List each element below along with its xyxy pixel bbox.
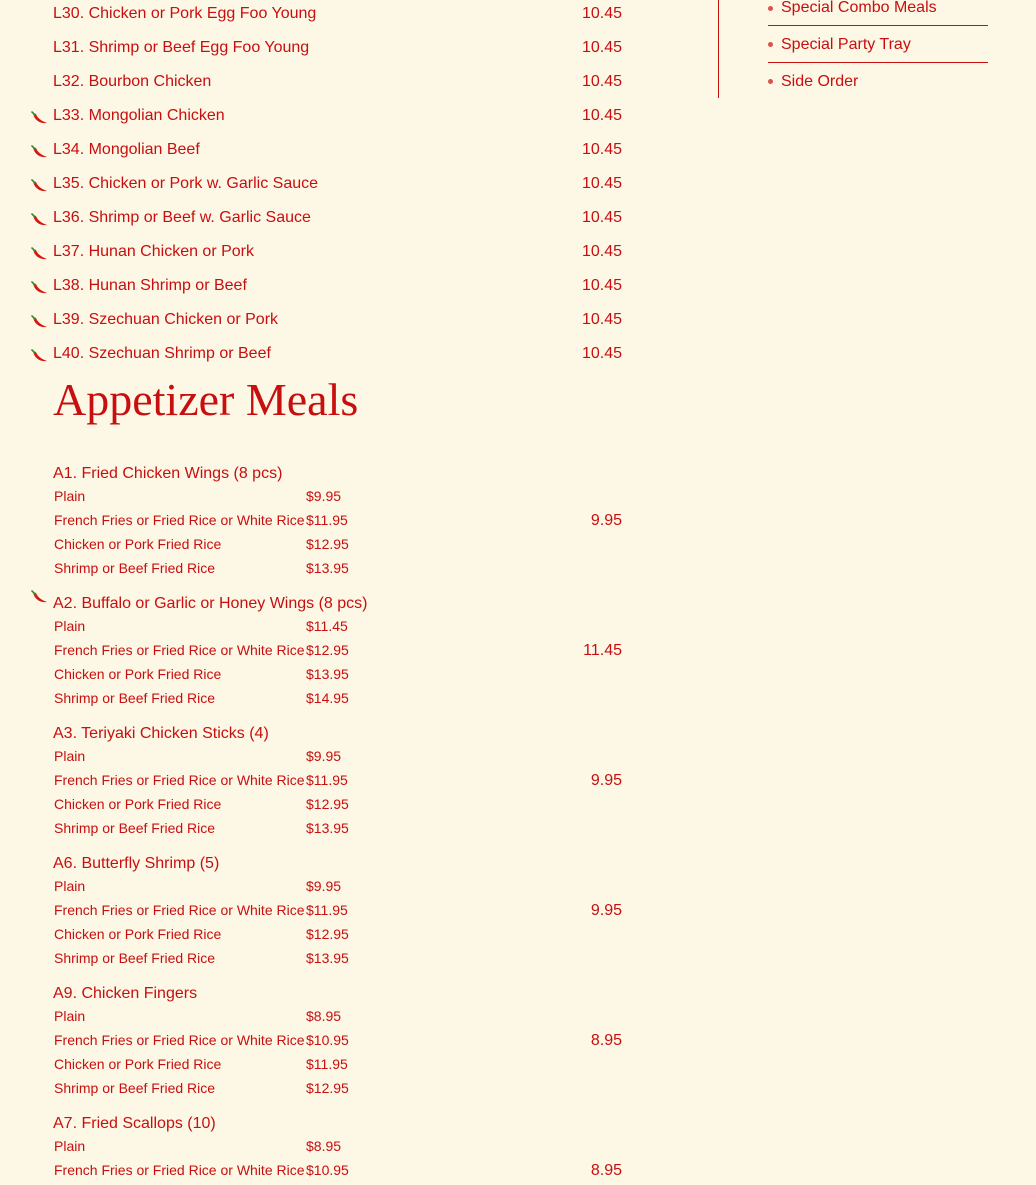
appetizer-item-name[interactable]: A3. Teriyaki Chicken Sticks (4) [53, 725, 269, 742]
menu-item[interactable] [0, 238, 640, 272]
option-label: French Fries or Fried Rice or White Rice [54, 772, 305, 788]
menu-item-name[interactable]: L32. Bourbon Chicken [53, 73, 212, 90]
option-row [54, 877, 384, 901]
menu-item-price: 10.45 [581, 5, 622, 22]
option-label: Plain [54, 618, 86, 634]
option-table [54, 617, 384, 713]
bullet-icon [768, 42, 773, 47]
menu-item-price: 10.45 [581, 277, 622, 294]
option-price: $12.95 [306, 1080, 349, 1096]
option-price: $13.95 [306, 820, 349, 836]
menu-item[interactable] [0, 306, 640, 340]
option-price: $10.95 [306, 1162, 349, 1178]
option-row [54, 747, 384, 771]
option-label: Chicken or Pork Fried Rice [54, 926, 222, 942]
option-row [54, 1007, 384, 1031]
menu-item-name[interactable]: L36. Shrimp or Beef w. Garlic Sauce [53, 209, 311, 226]
option-row [54, 689, 384, 713]
option-price: $11.95 [306, 1056, 348, 1072]
menu-item-name[interactable]: L31. Shrimp or Beef Egg Foo Young [53, 39, 310, 56]
appetizer-item-name[interactable]: A1. Fried Chicken Wings (8 pcs) [53, 465, 283, 482]
menu-item[interactable] [0, 68, 640, 102]
option-label: Shrimp or Beef Fried Rice [54, 820, 216, 836]
sidebar-item-special-combo-meals[interactable] [768, 0, 988, 26]
option-price: $8.95 [306, 1138, 342, 1154]
appetizer-item[interactable] [0, 723, 640, 853]
option-row [54, 925, 384, 949]
menu-item[interactable] [0, 170, 640, 204]
chili-pepper-icon [31, 142, 48, 157]
appetizer-item[interactable] [0, 1113, 640, 1179]
option-label: Plain [54, 1138, 86, 1154]
menu-item-price: 10.45 [581, 39, 622, 56]
menu-item-name[interactable]: L33. Mongolian Chicken [53, 107, 225, 124]
sidebar-item-label[interactable]: Special Party Tray [781, 36, 911, 53]
option-price: $9.95 [306, 748, 342, 764]
option-price: $11.95 [306, 902, 348, 918]
option-label: French Fries or Fried Rice or White Rice [54, 642, 305, 658]
menu-item[interactable] [0, 340, 640, 374]
appetizer-item[interactable] [0, 463, 640, 593]
option-table [54, 1007, 384, 1103]
menu-item-name[interactable]: L38. Hunan Shrimp or Beef [53, 277, 247, 294]
option-label: Plain [54, 1008, 86, 1024]
option-price: $13.95 [306, 666, 349, 682]
menu-item-price: 10.45 [581, 107, 622, 124]
menu-item[interactable] [0, 136, 640, 170]
chili-pepper-icon [31, 108, 48, 123]
option-price: $13.95 [306, 950, 349, 966]
menu-item-name[interactable]: L40. Szechuan Shrimp or Beef [53, 345, 271, 362]
appetizer-item[interactable] [0, 853, 640, 983]
option-row [54, 819, 384, 843]
option-row [54, 771, 384, 795]
appetizer-item-price: 8.95 [590, 1162, 622, 1179]
menu-item[interactable] [0, 204, 640, 238]
sidebar-item-special-party-tray[interactable] [768, 26, 988, 63]
option-label: Chicken or Pork Fried Rice [54, 666, 222, 682]
chili-pepper-icon [31, 176, 48, 191]
bullet-icon [768, 79, 773, 84]
menu-item-price: 10.45 [581, 243, 622, 260]
option-price: $14.95 [306, 690, 349, 706]
menu-item[interactable] [0, 0, 640, 34]
option-price: $12.95 [306, 926, 349, 942]
option-price: $10.95 [306, 1032, 349, 1048]
option-price: $12.95 [306, 796, 349, 812]
option-price: $9.95 [306, 488, 342, 504]
sidebar-item-label[interactable]: Side Order [781, 73, 859, 90]
option-price: $11.45 [306, 618, 348, 634]
sidebar-item-label[interactable]: Special Combo Meals [781, 0, 937, 16]
option-row [54, 1031, 384, 1055]
chili-pepper-icon [31, 244, 48, 259]
chili-pepper-icon [31, 210, 48, 225]
option-row [54, 487, 384, 511]
appetizer-item-name[interactable]: A2. Buffalo or Garlic or Honey Wings (8 pcs) [53, 595, 368, 612]
appetizer-item[interactable] [0, 593, 640, 723]
sidebar-divider [718, 0, 719, 98]
menu-item[interactable] [0, 34, 640, 68]
option-label: Chicken or Pork Fried Rice [54, 1056, 222, 1072]
menu-item-name[interactable]: L35. Chicken or Pork w. Garlic Sauce [53, 175, 319, 192]
menu-item[interactable] [0, 272, 640, 306]
option-table [54, 1137, 384, 1185]
option-row [54, 511, 384, 535]
appetizer-item-price: 9.95 [590, 512, 622, 529]
option-row [54, 1055, 384, 1079]
option-price: $13.95 [306, 560, 349, 576]
option-row [54, 535, 384, 559]
option-row [54, 1161, 384, 1185]
appetizer-item-price: 9.95 [590, 772, 622, 789]
option-row [54, 559, 384, 583]
option-row [54, 901, 384, 925]
menu-item-price: 10.45 [581, 311, 622, 328]
option-label: French Fries or Fried Rice or White Rice [54, 1162, 305, 1178]
option-label: Shrimp or Beef Fried Rice [54, 560, 216, 576]
option-label: Chicken or Pork Fried Rice [54, 796, 222, 812]
menu-item-price: 10.45 [581, 141, 622, 158]
chili-pepper-icon [31, 346, 48, 361]
option-table [54, 747, 384, 843]
option-label: French Fries or Fried Rice or White Rice [54, 512, 305, 528]
appetizer-item-name[interactable]: A7. Fried Scallops (10) [53, 1115, 216, 1132]
option-row [54, 665, 384, 689]
menu-item-name[interactable]: L39. Szechuan Chicken or Pork [53, 311, 279, 328]
option-price: $12.95 [306, 536, 349, 552]
option-table [54, 487, 384, 583]
appetizer-item-name[interactable]: A9. Chicken Fingers [53, 985, 198, 1002]
option-label: French Fries or Fried Rice or White Rice [54, 1032, 305, 1048]
sidebar-item-side-order[interactable] [768, 63, 988, 99]
category-sidebar [768, 0, 988, 99]
option-label: Shrimp or Beef Fried Rice [54, 1080, 216, 1096]
option-price: $12.95 [306, 642, 349, 658]
option-row [54, 1137, 384, 1161]
menu-item-name[interactable]: L30. Chicken or Pork Egg Foo Young [53, 5, 317, 22]
appetizer-item-name[interactable]: A6. Butterfly Shrimp (5) [53, 855, 220, 872]
option-row [54, 641, 384, 665]
chili-pepper-icon [31, 590, 48, 605]
menu-item-price: 10.45 [581, 209, 622, 226]
chili-pepper-icon [31, 278, 48, 293]
lunch-menu-list [0, 0, 640, 374]
appetizer-item-price: 8.95 [590, 1032, 622, 1049]
option-row [54, 795, 384, 819]
appetizer-item[interactable] [0, 983, 640, 1113]
option-row [54, 949, 384, 973]
menu-item-price: 10.45 [581, 175, 622, 192]
option-label: Plain [54, 488, 86, 504]
option-label: Plain [54, 878, 86, 894]
option-price: $11.95 [306, 772, 348, 788]
bullet-icon [768, 6, 773, 11]
option-price: $8.95 [306, 1008, 342, 1024]
menu-item-price: 10.45 [581, 73, 622, 90]
appetizer-item-price: 9.95 [590, 902, 622, 919]
section-title: Appetizer Meals [53, 374, 359, 425]
option-label: Chicken or Pork Fried Rice [54, 536, 222, 552]
option-label: Shrimp or Beef Fried Rice [54, 950, 216, 966]
option-table [54, 877, 384, 973]
option-row [54, 617, 384, 641]
option-price: $9.95 [306, 878, 342, 894]
option-label: Plain [54, 748, 86, 764]
menu-item-name[interactable]: L37. Hunan Chicken or Pork [53, 243, 254, 260]
appetizer-item-price: 11.45 [583, 642, 622, 659]
option-price: $11.95 [306, 512, 348, 528]
menu-item[interactable] [0, 102, 640, 136]
menu-item-name[interactable]: L34. Mongolian Beef [53, 141, 200, 158]
option-label: French Fries or Fried Rice or White Rice [54, 902, 305, 918]
menu-item-price: 10.45 [581, 345, 622, 362]
option-label: Shrimp or Beef Fried Rice [54, 690, 216, 706]
option-row [54, 1079, 384, 1103]
chili-pepper-icon [31, 312, 48, 327]
